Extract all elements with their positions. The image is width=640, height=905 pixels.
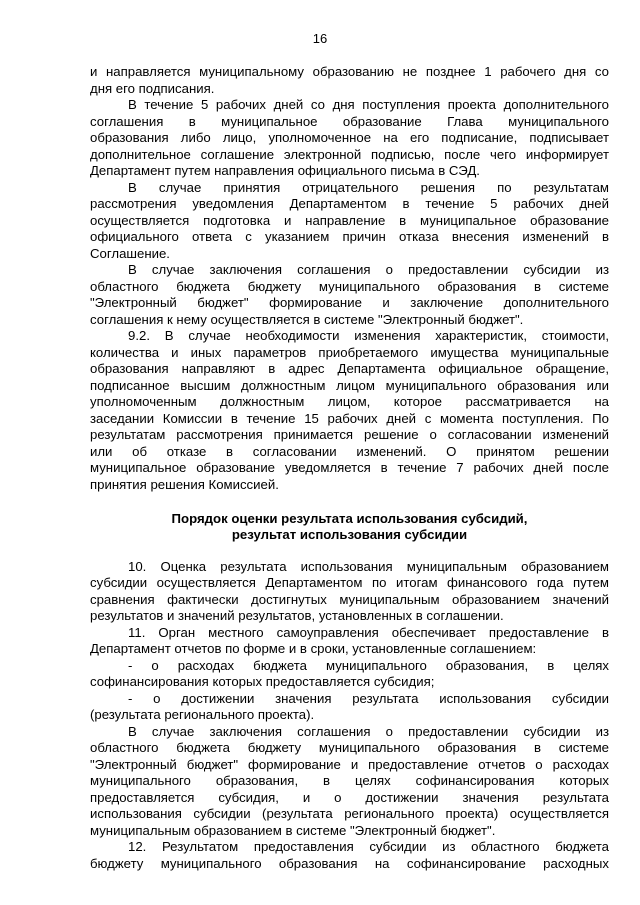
- text-line: рассмотрения уведомления Департаментом в течение 5 рабочих дней: [90, 196, 609, 211]
- text-line: В течение 5 рабочих дней со дня поступления проекта дополнительного: [128, 97, 609, 112]
- text-line: соглашения в муниципальное образование Глава муниципального: [90, 114, 609, 129]
- text-line: использования субсидии (результата регионального проекта) осуществляется: [90, 806, 609, 821]
- section-heading: Порядок оценки результата использования субсидий,: [171, 511, 528, 526]
- text-line: муниципального образования, в целях софинансирования которых: [90, 773, 609, 788]
- text-line: Соглашение.: [90, 246, 170, 261]
- text-line: - о достижении значения результата использования субсидии: [128, 691, 609, 706]
- text-line: софинансирования которых предоставляется субсидия;: [90, 674, 435, 689]
- text-line: 10. Оценка результата использования муниципальным образованием: [128, 559, 609, 574]
- text-line: В случае принятия отрицательного решения по результатам: [128, 180, 609, 195]
- text-line: и направляется муниципальному образованию не позднее 1 рабочего дня со: [90, 64, 609, 79]
- text-line: осуществляется подготовка и направление в муниципальное образование: [90, 213, 609, 228]
- text-line: заседании Комиссии в течение 15 рабочих дней с момента поступления. По: [90, 411, 609, 426]
- text-line: областного бюджета бюджету муниципального образования в системе: [90, 740, 609, 755]
- text-line: В случае заключения соглашения о предоставлении субсидии из: [128, 724, 609, 739]
- text-line: принятия решения Комиссией.: [90, 477, 279, 492]
- text-line: В случае заключения соглашения о предоставлении субсидии из: [128, 262, 609, 277]
- text-line: 11. Орган местного самоуправления обеспечивает предоставление в: [128, 625, 609, 640]
- text-line: или об отказе в согласовании изменений. О принятом решении: [90, 444, 609, 459]
- text-line: сравнения фактически достигнутых муниципальным образованием значений: [90, 592, 609, 607]
- text-line: соглашения к нему осуществляется в системе "Электронный бюджет".: [90, 312, 524, 327]
- text-line: муниципальное образование уведомляется в течение 7 рабочих дней после: [90, 460, 609, 475]
- text-line: 12. Результатом предоставления субсидии из областного бюджета: [128, 839, 609, 854]
- text-line: муниципальным образованием в системе "Электронный бюджет".: [90, 823, 496, 838]
- text-line: - о расходах бюджета муниципального образования, в целях: [128, 658, 609, 673]
- text-line: результатов и значений результатов, установленных в соглашении.: [90, 608, 504, 623]
- text-line: результатам рассмотрения принимается решение о согласовании изменений: [90, 427, 609, 442]
- text-line: "Электронный бюджет" формирование и предоставление отчетов о расходах: [90, 757, 609, 772]
- text-line: подписанное высшим должностным лицом муниципального образования или: [90, 378, 609, 393]
- text-line: количества и иных параметров приобретаемого имущества муниципальные: [90, 345, 609, 360]
- text-line: "Электронный бюджет" формирование и заключение дополнительного: [90, 295, 609, 310]
- text-line: официального ответа с указанием причин отказа внесения изменений в: [90, 229, 609, 244]
- text-line: 9.2. В случае необходимости изменения характеристик, стоимости,: [128, 328, 609, 343]
- text-line: предоставляется субсидия, и о достижении значения результата: [90, 790, 609, 805]
- text-line: бюджету муниципального образования на софинансирование расходных: [90, 856, 609, 871]
- text-line: (результата регионального проекта).: [90, 707, 315, 722]
- text-line: образования либо лицо, уполномоченное на его подписание, подписывает: [90, 130, 609, 145]
- text-line: уполномоченным должностным лицом, которое рассматривается на: [90, 394, 609, 409]
- text-line: субсидии осуществляется Департаментом по итогам финансового года путем: [90, 575, 609, 590]
- section-heading: результат использования субсидии: [231, 527, 468, 542]
- text-line: областного бюджета бюджету муниципального образования в системе: [90, 279, 609, 294]
- text-line: дополнительное соглашение электронной подписью, после чего информирует: [90, 147, 609, 162]
- text-line: дня его подписания.: [90, 81, 215, 96]
- text-line: Департамент отчетов по форме и в сроки, установленные соглашением:: [90, 641, 537, 656]
- text-line: образования направляют в адрес Департамента официальное обращение,: [90, 361, 609, 376]
- text-line: Департамент путем направления официального письма в СЭД.: [90, 163, 480, 178]
- page-number: 16: [312, 31, 328, 46]
